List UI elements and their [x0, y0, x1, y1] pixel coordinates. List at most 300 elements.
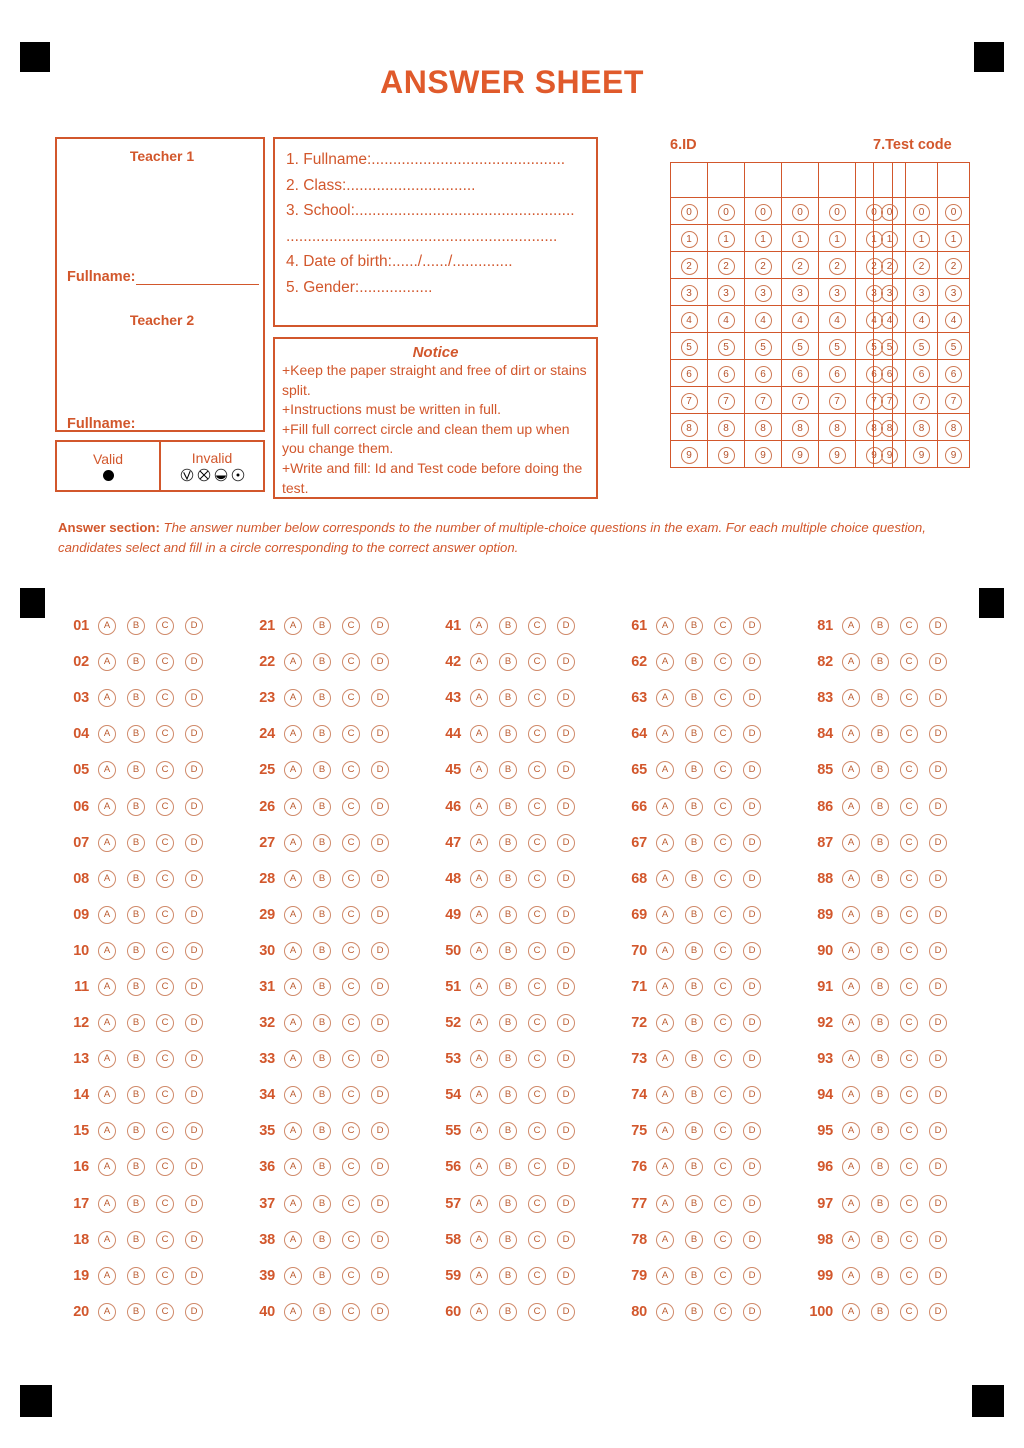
answer-option-bubble[interactable]: D [557, 761, 575, 779]
answer-option-bubble[interactable]: D [185, 725, 203, 743]
teacher1-fullname-line[interactable] [136, 270, 259, 285]
answer-option-bubble[interactable]: B [499, 942, 517, 960]
answer-option-bubble[interactable]: C [342, 725, 360, 743]
testcode-digit-cell[interactable] [906, 225, 938, 252]
info-field-class[interactable]: 2. Class:.............................. [286, 176, 476, 194]
answer-option-bubble[interactable]: C [156, 978, 174, 996]
answer-option-bubble[interactable]: C [156, 798, 174, 816]
id-digit-cell[interactable] [782, 225, 819, 252]
id-write-in-cell[interactable] [708, 163, 745, 198]
testcode-digit-bubble[interactable]: 6 [945, 366, 962, 383]
testcode-digit-bubble[interactable]: 7 [881, 393, 898, 410]
answer-option-bubble[interactable]: C [156, 653, 174, 671]
answer-option-bubble[interactable]: D [929, 1303, 947, 1321]
answer-option-bubble[interactable]: B [127, 798, 145, 816]
id-digit-bubble[interactable]: 2 [792, 258, 809, 275]
answer-option-bubble[interactable]: B [499, 906, 517, 924]
testcode-digit-cell[interactable] [938, 360, 970, 387]
id-digit-cell[interactable] [819, 360, 856, 387]
answer-option-bubble[interactable]: A [470, 1303, 488, 1321]
id-digit-cell[interactable] [671, 225, 708, 252]
answer-option-bubble[interactable]: D [929, 978, 947, 996]
answer-option-bubble[interactable]: C [900, 1158, 918, 1176]
id-grid-table[interactable] [670, 162, 893, 468]
answer-option-bubble[interactable]: C [342, 942, 360, 960]
answer-option-bubble[interactable]: C [342, 906, 360, 924]
id-digit-cell[interactable] [745, 360, 782, 387]
id-digit-bubble[interactable]: 3 [792, 285, 809, 302]
answer-option-bubble[interactable]: C [714, 1158, 732, 1176]
answer-option-bubble[interactable]: B [499, 1050, 517, 1068]
answer-option-bubble[interactable]: C [714, 906, 732, 924]
answer-option-bubble[interactable]: D [743, 725, 761, 743]
testcode-digit-cell[interactable] [906, 441, 938, 468]
answer-option-bubble[interactable]: A [656, 689, 674, 707]
answer-option-bubble[interactable]: D [371, 1086, 389, 1104]
answer-option-bubble[interactable]: C [714, 1050, 732, 1068]
answer-option-bubble[interactable]: B [685, 834, 703, 852]
answer-option-bubble[interactable]: B [871, 1267, 889, 1285]
answer-option-bubble[interactable]: D [185, 906, 203, 924]
id-digit-bubble[interactable]: 5 [829, 339, 846, 356]
id-digit-cell[interactable] [782, 414, 819, 441]
answer-option-bubble[interactable]: A [842, 1267, 860, 1285]
answer-option-bubble[interactable]: B [685, 1231, 703, 1249]
answer-option-bubble[interactable]: A [842, 1122, 860, 1140]
answer-option-bubble[interactable]: B [499, 1158, 517, 1176]
id-digit-cell[interactable] [708, 387, 745, 414]
answer-option-bubble[interactable]: C [900, 870, 918, 888]
id-write-in-cell[interactable] [745, 163, 782, 198]
answer-option-bubble[interactable]: A [98, 1086, 116, 1104]
answer-option-bubble[interactable]: B [685, 1158, 703, 1176]
answer-option-bubble[interactable]: B [871, 1231, 889, 1249]
testcode-digit-cell[interactable] [906, 414, 938, 441]
answer-option-bubble[interactable]: C [714, 1303, 732, 1321]
answer-option-bubble[interactable]: D [743, 1303, 761, 1321]
answer-option-bubble[interactable]: D [371, 725, 389, 743]
answer-option-bubble[interactable]: B [313, 653, 331, 671]
answer-option-bubble[interactable]: C [342, 978, 360, 996]
answer-option-bubble[interactable]: B [871, 978, 889, 996]
testcode-write-in-cell[interactable] [874, 163, 906, 198]
id-digit-bubble[interactable]: 9 [755, 447, 772, 464]
answer-option-bubble[interactable]: B [685, 617, 703, 635]
answer-option-bubble[interactable]: A [842, 1158, 860, 1176]
answer-option-bubble[interactable]: A [284, 1303, 302, 1321]
answer-option-bubble[interactable]: C [900, 1086, 918, 1104]
answer-option-bubble[interactable]: D [743, 761, 761, 779]
answer-option-bubble[interactable]: B [499, 725, 517, 743]
testcode-digit-bubble[interactable]: 9 [945, 447, 962, 464]
answer-option-bubble[interactable]: D [929, 1231, 947, 1249]
answer-option-bubble[interactable]: A [284, 689, 302, 707]
answer-option-bubble[interactable]: B [127, 1303, 145, 1321]
teacher2-fullname-line[interactable] [136, 417, 259, 432]
answer-option-bubble[interactable]: B [685, 1122, 703, 1140]
answer-option-bubble[interactable]: D [557, 1086, 575, 1104]
id-digit-bubble[interactable]: 5 [718, 339, 735, 356]
testcode-digit-bubble[interactable]: 5 [945, 339, 962, 356]
answer-option-bubble[interactable]: A [470, 798, 488, 816]
answer-option-bubble[interactable]: A [842, 870, 860, 888]
answer-option-bubble[interactable]: A [470, 942, 488, 960]
answer-option-bubble[interactable]: C [528, 725, 546, 743]
answer-option-bubble[interactable]: C [528, 834, 546, 852]
answer-option-bubble[interactable]: B [871, 834, 889, 852]
answer-option-bubble[interactable]: A [284, 798, 302, 816]
id-digit-bubble[interactable]: 7 [681, 393, 698, 410]
id-digit-cell[interactable] [819, 198, 856, 225]
answer-option-bubble[interactable]: C [156, 1122, 174, 1140]
testcode-digit-bubble[interactable]: 0 [945, 204, 962, 221]
answer-option-bubble[interactable]: A [656, 1303, 674, 1321]
id-digit-bubble[interactable]: 7 [829, 393, 846, 410]
testcode-digit-bubble[interactable]: 8 [913, 420, 930, 437]
answer-option-bubble[interactable]: D [185, 1195, 203, 1213]
answer-option-bubble[interactable]: D [557, 798, 575, 816]
answer-option-bubble[interactable]: D [371, 870, 389, 888]
answer-option-bubble[interactable]: A [470, 978, 488, 996]
id-digit-bubble[interactable]: 3 [829, 285, 846, 302]
info-field-school-continued[interactable]: ............................................................... [286, 227, 558, 245]
answer-option-bubble[interactable]: C [900, 906, 918, 924]
id-digit-cell[interactable] [782, 441, 819, 468]
answer-option-bubble[interactable]: D [371, 1303, 389, 1321]
testcode-digit-bubble[interactable]: 9 [881, 447, 898, 464]
id-digit-bubble[interactable]: 0 [718, 204, 735, 221]
answer-option-bubble[interactable]: B [127, 978, 145, 996]
answer-option-bubble[interactable]: A [284, 1267, 302, 1285]
answer-option-bubble[interactable]: D [371, 653, 389, 671]
id-digit-cell[interactable] [782, 198, 819, 225]
answer-option-bubble[interactable]: D [371, 1122, 389, 1140]
id-digit-cell[interactable] [745, 414, 782, 441]
answer-option-bubble[interactable]: B [313, 1158, 331, 1176]
id-digit-bubble[interactable]: 7 [718, 393, 735, 410]
answer-option-bubble[interactable]: D [743, 617, 761, 635]
testcode-digit-bubble[interactable]: 5 [881, 339, 898, 356]
id-digit-bubble[interactable]: 9 [829, 447, 846, 464]
testcode-digit-cell[interactable] [906, 306, 938, 333]
answer-option-bubble[interactable]: A [656, 653, 674, 671]
answer-option-bubble[interactable]: B [871, 942, 889, 960]
answer-option-bubble[interactable]: A [470, 1014, 488, 1032]
answer-option-bubble[interactable]: C [156, 617, 174, 635]
answer-option-bubble[interactable]: B [685, 689, 703, 707]
answer-option-bubble[interactable]: D [371, 617, 389, 635]
answer-option-bubble[interactable]: D [743, 906, 761, 924]
answer-option-bubble[interactable]: C [900, 653, 918, 671]
answer-option-bubble[interactable]: C [714, 1122, 732, 1140]
answer-option-bubble[interactable]: B [499, 870, 517, 888]
answer-option-bubble[interactable]: A [98, 653, 116, 671]
answer-option-bubble[interactable]: C [528, 1086, 546, 1104]
answer-option-bubble[interactable]: C [900, 1014, 918, 1032]
id-digit-bubble[interactable]: 8 [792, 420, 809, 437]
answer-option-bubble[interactable]: D [743, 1086, 761, 1104]
answer-option-bubble[interactable]: C [342, 761, 360, 779]
answer-option-bubble[interactable]: C [714, 1231, 732, 1249]
answer-option-bubble[interactable]: D [743, 1122, 761, 1140]
answer-option-bubble[interactable]: C [528, 1122, 546, 1140]
answer-option-bubble[interactable]: C [156, 725, 174, 743]
answer-option-bubble[interactable]: C [528, 1050, 546, 1068]
answer-option-bubble[interactable]: C [156, 761, 174, 779]
answer-option-bubble[interactable]: B [871, 798, 889, 816]
id-digit-cell[interactable] [782, 279, 819, 306]
answer-option-bubble[interactable]: B [127, 689, 145, 707]
answer-option-bubble[interactable]: A [656, 725, 674, 743]
answer-option-bubble[interactable]: D [557, 1050, 575, 1068]
testcode-digit-bubble[interactable]: 4 [945, 312, 962, 329]
testcode-digit-bubble[interactable]: 5 [913, 339, 930, 356]
answer-option-bubble[interactable]: B [499, 1086, 517, 1104]
answer-option-bubble[interactable]: C [156, 689, 174, 707]
answer-option-bubble[interactable]: B [313, 1086, 331, 1104]
answer-option-bubble[interactable]: B [499, 1195, 517, 1213]
testcode-digit-bubble[interactable]: 7 [945, 393, 962, 410]
answer-option-bubble[interactable]: B [127, 1122, 145, 1140]
answer-option-bubble[interactable]: B [313, 617, 331, 635]
answer-option-bubble[interactable]: A [842, 978, 860, 996]
answer-option-bubble[interactable]: B [313, 870, 331, 888]
answer-option-bubble[interactable]: A [656, 834, 674, 852]
answer-option-bubble[interactable]: C [342, 1086, 360, 1104]
answer-option-bubble[interactable]: D [743, 978, 761, 996]
answer-option-bubble[interactable]: B [685, 1303, 703, 1321]
answer-option-bubble[interactable]: D [371, 798, 389, 816]
answer-option-bubble[interactable]: C [900, 798, 918, 816]
answer-option-bubble[interactable]: C [342, 1195, 360, 1213]
answer-option-bubble[interactable]: A [656, 1267, 674, 1285]
id-digit-cell[interactable] [745, 387, 782, 414]
answer-option-bubble[interactable]: B [685, 1014, 703, 1032]
testcode-digit-cell[interactable] [906, 387, 938, 414]
testcode-digit-cell[interactable] [874, 252, 906, 279]
testcode-write-in-row[interactable] [874, 163, 970, 198]
id-digit-cell[interactable] [745, 252, 782, 279]
id-digit-cell[interactable] [745, 279, 782, 306]
testcode-digit-bubble[interactable]: 1 [881, 231, 898, 248]
answer-option-bubble[interactable]: D [557, 1303, 575, 1321]
testcode-grid-table[interactable] [873, 162, 970, 468]
id-digit-cell[interactable] [671, 360, 708, 387]
id-digit-bubble[interactable]: 1 [866, 231, 883, 248]
id-digit-bubble[interactable]: 4 [792, 312, 809, 329]
answer-option-bubble[interactable]: A [656, 978, 674, 996]
answer-option-bubble[interactable]: A [842, 1014, 860, 1032]
id-digit-cell[interactable] [708, 414, 745, 441]
answer-option-bubble[interactable]: A [470, 1122, 488, 1140]
answer-option-bubble[interactable]: A [98, 725, 116, 743]
id-digit-cell[interactable] [782, 252, 819, 279]
answer-option-bubble[interactable]: B [685, 725, 703, 743]
answer-option-bubble[interactable]: B [499, 617, 517, 635]
answer-option-bubble[interactable]: C [342, 617, 360, 635]
testcode-digit-bubble[interactable]: 4 [913, 312, 930, 329]
answer-option-bubble[interactable]: A [98, 1303, 116, 1321]
answer-option-bubble[interactable]: D [371, 978, 389, 996]
id-digit-bubble[interactable]: 1 [755, 231, 772, 248]
answer-option-bubble[interactable]: C [714, 653, 732, 671]
testcode-digit-bubble[interactable]: 3 [945, 285, 962, 302]
testcode-digit-cell[interactable] [938, 441, 970, 468]
id-digit-cell[interactable] [745, 333, 782, 360]
id-digit-bubble[interactable]: 4 [755, 312, 772, 329]
answer-option-bubble[interactable]: A [98, 761, 116, 779]
id-digit-bubble[interactable]: 1 [718, 231, 735, 248]
answer-option-bubble[interactable]: D [371, 906, 389, 924]
answer-option-bubble[interactable]: B [871, 761, 889, 779]
answer-option-bubble[interactable]: B [871, 689, 889, 707]
id-write-in-cell[interactable] [671, 163, 708, 198]
id-digit-bubble[interactable]: 3 [755, 285, 772, 302]
answer-option-bubble[interactable]: B [685, 870, 703, 888]
answer-option-bubble[interactable]: C [714, 834, 732, 852]
testcode-digit-cell[interactable] [938, 279, 970, 306]
testcode-digit-bubble[interactable]: 3 [913, 285, 930, 302]
teacher1-fullname-field[interactable] [67, 269, 259, 285]
answer-option-bubble[interactable]: A [284, 725, 302, 743]
answer-option-bubble[interactable]: C [528, 1303, 546, 1321]
answer-option-bubble[interactable]: C [342, 653, 360, 671]
answer-option-bubble[interactable]: C [342, 1014, 360, 1032]
answer-option-bubble[interactable]: A [470, 761, 488, 779]
answer-option-bubble[interactable]: A [284, 653, 302, 671]
answer-option-bubble[interactable]: D [371, 1195, 389, 1213]
teacher2-fullname-field[interactable] [67, 416, 259, 432]
answer-option-bubble[interactable]: D [929, 1267, 947, 1285]
answer-option-bubble[interactable]: B [685, 1086, 703, 1104]
answer-option-bubble[interactable]: B [313, 1122, 331, 1140]
testcode-digit-cell[interactable] [874, 225, 906, 252]
answer-option-bubble[interactable]: A [842, 942, 860, 960]
id-write-in-row[interactable] [671, 163, 893, 198]
id-digit-bubble[interactable]: 1 [829, 231, 846, 248]
answer-option-bubble[interactable]: A [470, 1195, 488, 1213]
answer-option-bubble[interactable]: A [284, 617, 302, 635]
answer-option-bubble[interactable]: A [656, 870, 674, 888]
testcode-digit-cell[interactable] [874, 414, 906, 441]
answer-option-bubble[interactable]: D [371, 834, 389, 852]
answer-option-bubble[interactable]: D [557, 870, 575, 888]
answer-option-bubble[interactable]: B [127, 1158, 145, 1176]
answer-option-bubble[interactable]: C [342, 798, 360, 816]
testcode-digit-bubble[interactable]: 8 [945, 420, 962, 437]
answer-option-bubble[interactable]: A [842, 617, 860, 635]
testcode-digit-cell[interactable] [938, 306, 970, 333]
answer-option-bubble[interactable]: C [156, 906, 174, 924]
answer-option-bubble[interactable]: A [284, 978, 302, 996]
answer-option-bubble[interactable]: A [656, 1158, 674, 1176]
answer-option-bubble[interactable]: D [371, 1267, 389, 1285]
answer-option-bubble[interactable]: C [528, 1267, 546, 1285]
answer-option-bubble[interactable]: D [371, 1050, 389, 1068]
answer-option-bubble[interactable]: C [528, 761, 546, 779]
id-digit-cell[interactable] [671, 306, 708, 333]
testcode-digit-cell[interactable] [906, 198, 938, 225]
answer-option-bubble[interactable]: A [656, 1050, 674, 1068]
answer-option-bubble[interactable]: D [743, 870, 761, 888]
answer-option-bubble[interactable]: B [313, 1303, 331, 1321]
answer-option-bubble[interactable]: B [499, 653, 517, 671]
id-digit-cell[interactable] [671, 333, 708, 360]
answer-option-bubble[interactable]: A [98, 1231, 116, 1249]
answer-option-bubble[interactable]: C [714, 725, 732, 743]
answer-option-bubble[interactable]: A [284, 1158, 302, 1176]
answer-option-bubble[interactable]: C [528, 1195, 546, 1213]
id-digit-bubble[interactable]: 4 [866, 312, 883, 329]
answer-option-bubble[interactable]: D [743, 1014, 761, 1032]
answer-option-bubble[interactable]: C [714, 689, 732, 707]
answer-option-bubble[interactable]: C [900, 1231, 918, 1249]
answer-option-bubble[interactable]: D [929, 1195, 947, 1213]
answer-option-bubble[interactable]: D [743, 942, 761, 960]
answer-option-bubble[interactable]: B [127, 1267, 145, 1285]
answer-option-bubble[interactable]: A [842, 1086, 860, 1104]
answer-option-bubble[interactable]: C [900, 834, 918, 852]
answer-option-bubble[interactable]: B [871, 906, 889, 924]
answer-option-bubble[interactable]: A [470, 617, 488, 635]
answer-option-bubble[interactable]: C [156, 1158, 174, 1176]
answer-option-bubble[interactable]: A [284, 834, 302, 852]
testcode-digit-cell[interactable] [906, 360, 938, 387]
id-digit-cell[interactable] [671, 414, 708, 441]
id-digit-bubble[interactable]: 2 [829, 258, 846, 275]
answer-option-bubble[interactable]: A [98, 1195, 116, 1213]
id-digit-bubble[interactable]: 0 [866, 204, 883, 221]
answer-option-bubble[interactable]: D [185, 689, 203, 707]
answer-option-bubble[interactable]: B [313, 834, 331, 852]
answer-option-bubble[interactable]: B [499, 834, 517, 852]
answer-option-bubble[interactable]: A [656, 1086, 674, 1104]
answer-option-bubble[interactable]: A [842, 906, 860, 924]
answer-option-bubble[interactable]: C [342, 1122, 360, 1140]
answer-option-bubble[interactable]: D [371, 1014, 389, 1032]
answer-option-bubble[interactable]: D [371, 1158, 389, 1176]
answer-option-bubble[interactable]: B [127, 870, 145, 888]
answer-option-bubble[interactable]: C [900, 725, 918, 743]
answer-option-bubble[interactable]: D [557, 906, 575, 924]
answer-option-bubble[interactable]: C [156, 1267, 174, 1285]
answer-option-bubble[interactable]: D [557, 689, 575, 707]
id-digit-bubble[interactable]: 2 [866, 258, 883, 275]
answer-option-bubble[interactable]: A [98, 942, 116, 960]
answer-option-bubble[interactable]: C [156, 1050, 174, 1068]
answer-option-bubble[interactable]: B [313, 689, 331, 707]
testcode-digit-bubble[interactable]: 0 [913, 204, 930, 221]
answer-option-bubble[interactable]: B [685, 906, 703, 924]
testcode-digit-bubble[interactable]: 1 [913, 231, 930, 248]
answer-option-bubble[interactable]: C [714, 798, 732, 816]
answer-option-bubble[interactable]: C [156, 870, 174, 888]
testcode-digit-cell[interactable] [906, 252, 938, 279]
answer-option-bubble[interactable]: C [714, 870, 732, 888]
answer-option-bubble[interactable]: D [557, 653, 575, 671]
answer-option-bubble[interactable]: A [98, 689, 116, 707]
answer-option-bubble[interactable]: C [900, 1050, 918, 1068]
answer-option-bubble[interactable]: D [557, 1195, 575, 1213]
answer-option-bubble[interactable]: B [127, 617, 145, 635]
answer-option-bubble[interactable]: D [929, 870, 947, 888]
answer-option-bubble[interactable]: D [557, 942, 575, 960]
answer-option-bubble[interactable]: C [342, 834, 360, 852]
answer-option-bubble[interactable]: B [127, 1050, 145, 1068]
answer-option-bubble[interactable]: A [98, 798, 116, 816]
answer-option-bubble[interactable]: A [470, 653, 488, 671]
answer-option-bubble[interactable]: B [499, 761, 517, 779]
